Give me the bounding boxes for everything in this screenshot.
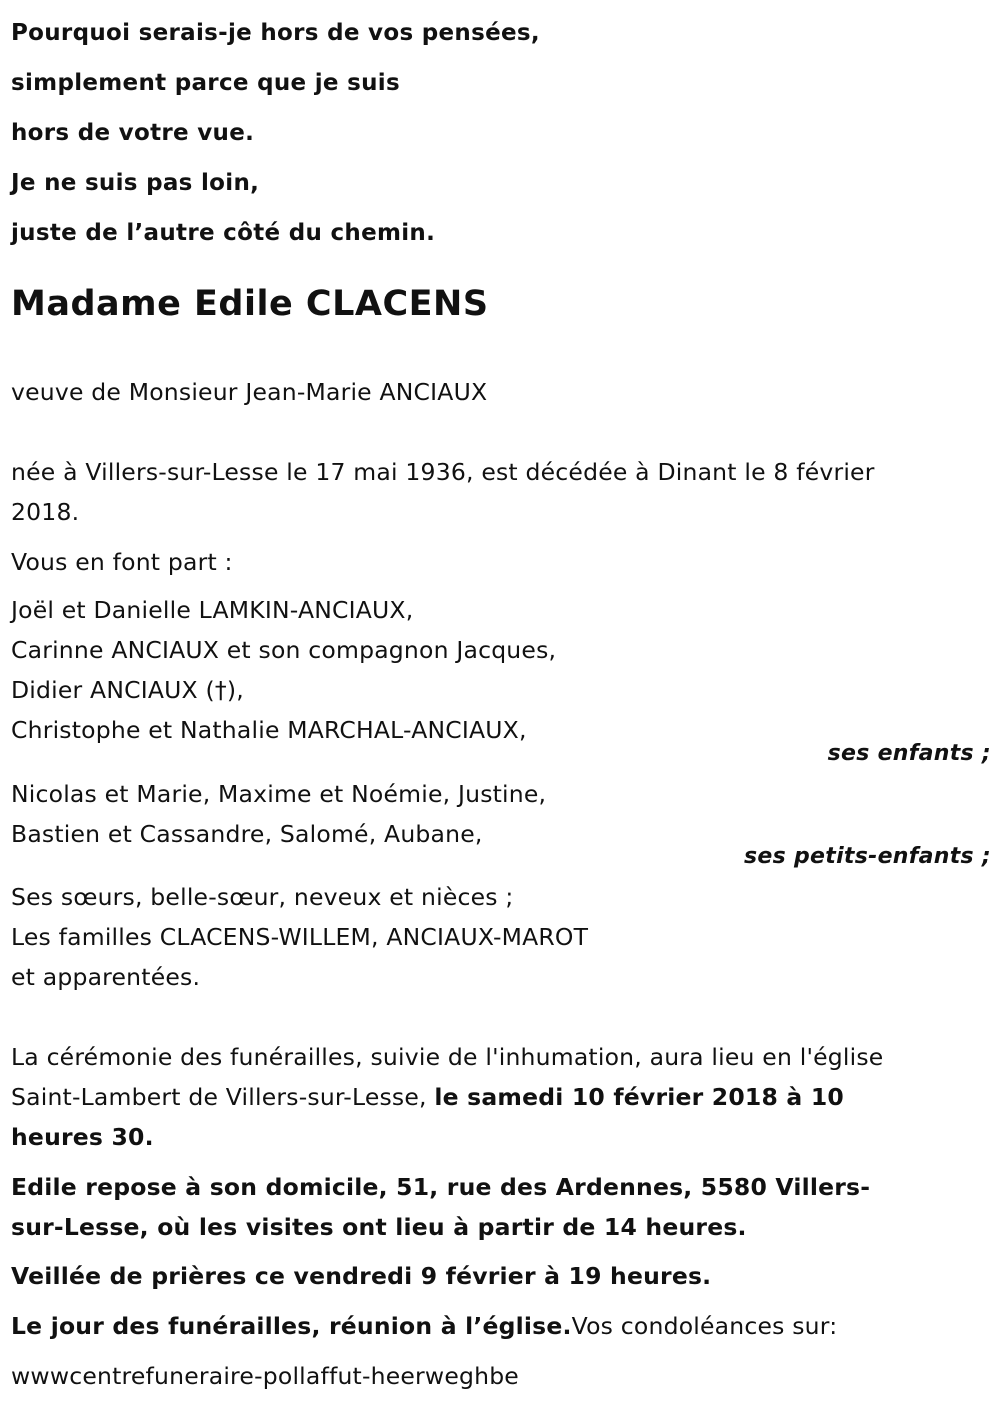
deceased-name: Madame Edile CLACENS	[11, 284, 489, 324]
poem-line: simplement parce que je suis	[11, 70, 400, 96]
widow-of-line: veuve de Monsieur Jean-Marie ANCIAUX	[11, 378, 488, 406]
poem-line: Pourquoi serais-je hors de vos pensées,	[11, 20, 540, 46]
widow-of-text	[11, 372, 487, 412]
visits-line-2: sur-Lesse, où les visites ont lieu à partir de 14 heures.	[11, 1213, 747, 1241]
ceremony-time: heures 30.	[11, 1123, 154, 1151]
ceremony-text	[11, 1037, 883, 1157]
child-line: Carinne ANCIAUX et son compagnon Jacques,	[11, 636, 557, 664]
child-name-prefix: Didier ANCIAUX (	[11, 676, 215, 704]
child-line: Joël et Danielle LAMKIN-ANCIAUX,	[11, 596, 414, 624]
ceremony-line-1: La cérémonie des funérailles, suivie de l'inhumation, aura lieu en l'église	[11, 1043, 884, 1071]
intro-line: Vous en font part :	[11, 548, 233, 576]
website-link[interactable]: wwwcentrefuneraire-pollaffut-heerweghbe	[11, 1362, 519, 1390]
meeting-text	[11, 1306, 837, 1346]
cross-icon: †	[214, 676, 227, 704]
ceremony-date: le samedi 10 février 2018 à 10	[434, 1083, 844, 1111]
ceremony-place: Saint-Lambert de Villers-sur-Lesse,	[11, 1083, 435, 1111]
website-text	[11, 1356, 519, 1396]
family-line: Ses sœurs, belle-sœur, neveux et nièces ;	[11, 883, 514, 911]
meeting-line	[11, 1306, 837, 1346]
grandchild-line: Nicolas et Marie, Maxime et Noémie, Justine,	[11, 780, 547, 808]
meeting-info: Le jour des funérailles, réunion à l’église.	[11, 1312, 572, 1340]
grandchildren-list	[11, 774, 546, 854]
vigil-text	[11, 1256, 711, 1296]
grandchildren-label: ses petits-enfants ;	[744, 844, 991, 869]
poem	[11, 8, 540, 258]
birth-death-line-1: née à Villers-sur-Lesse le 17 mai 1936, est décédée à Dinant le 8 février	[11, 458, 875, 486]
family-list	[11, 877, 588, 997]
visits-text	[11, 1167, 870, 1247]
child-line	[11, 670, 556, 710]
ceremony-line-2	[11, 1077, 883, 1117]
family-line: et apparentées.	[11, 963, 201, 991]
children-list	[11, 590, 556, 750]
poem-line: Je ne suis pas loin,	[11, 170, 260, 196]
announcement-intro	[11, 542, 233, 582]
family-line: Les familles CLACENS-WILLEM, ANCIAUX-MAROT	[11, 923, 589, 951]
grandchild-line: Bastien et Cassandre, Salomé, Aubane,	[11, 820, 483, 848]
child-line: Christophe et Nathalie MARCHAL-ANCIAUX,	[11, 716, 527, 744]
poem-line: juste de l’autre côté du chemin.	[11, 220, 436, 246]
child-name-suffix: ),	[226, 676, 244, 704]
children-label: ses enfants ;	[827, 741, 991, 766]
birth-death-line-2: 2018.	[11, 498, 80, 526]
poem-line: hors de votre vue.	[11, 120, 255, 146]
birth-death-text	[11, 452, 875, 532]
condolences-label: Vos condoléances sur:	[571, 1312, 838, 1340]
vigil-line: Veillée de prières ce vendredi 9 février à 19 heures.	[11, 1262, 712, 1290]
visits-line-1: Edile repose à son domicile, 51, rue des Ardennes, 5580 Villers-	[11, 1173, 871, 1201]
